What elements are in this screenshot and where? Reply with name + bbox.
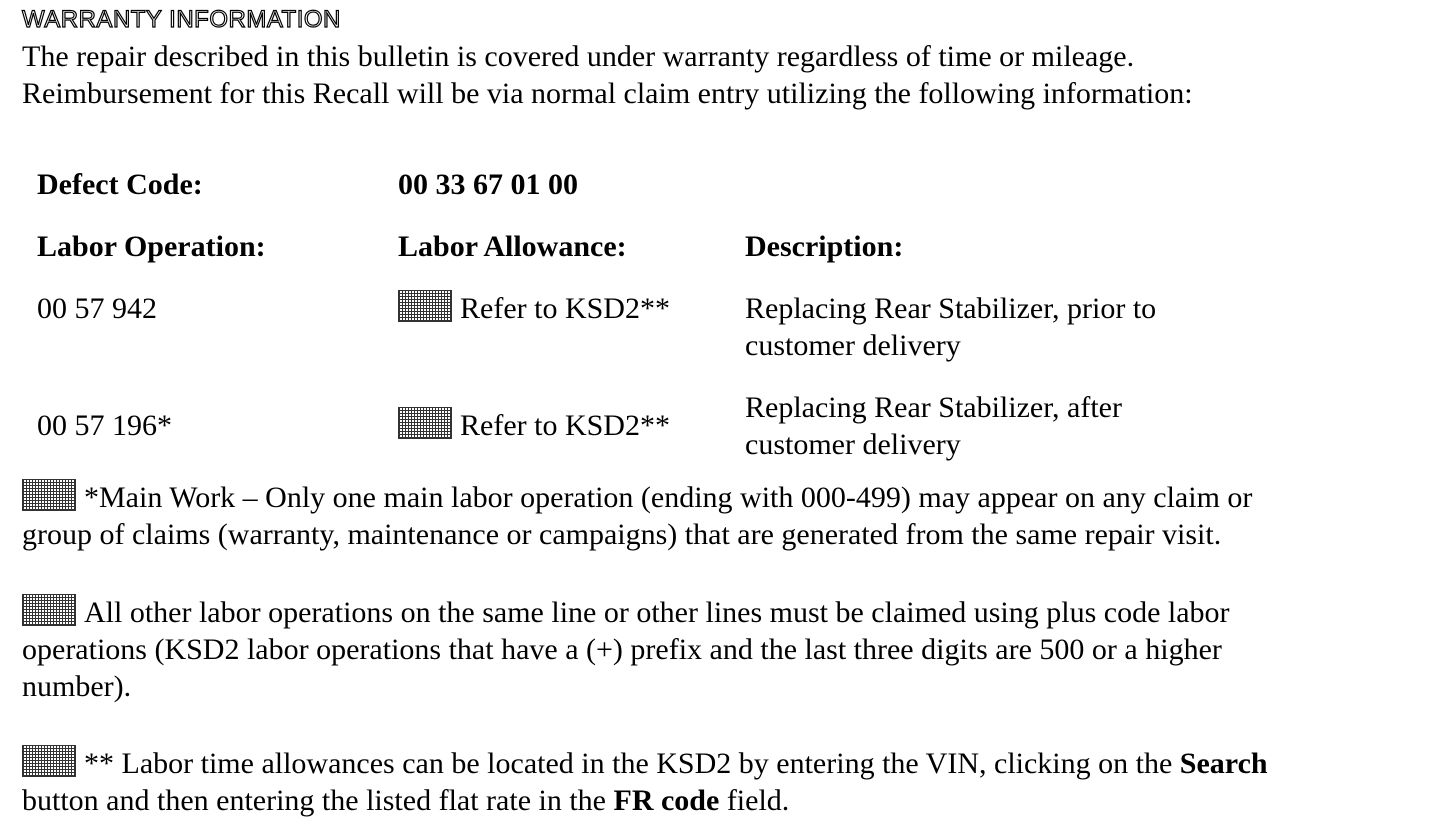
header-description: Description: xyxy=(745,230,904,263)
note-main-work-line-1: *Main Work – Only one main labor operation (ending with 000-499) may appear on any claim or xyxy=(22,479,1252,516)
row-2-description-line-2: customer delivery xyxy=(745,428,961,461)
row-1-allowance: Refer to KSD2** xyxy=(398,290,670,327)
intro-line-1: The repair described in this bulletin is covered under warranty regardless of time or mileage. xyxy=(22,40,1135,73)
fr-code-term: FR code xyxy=(613,784,720,817)
row-2-description-line-1: Replacing Rear Stabilizer, after xyxy=(745,391,1122,424)
note-other-ops-line-1: All other labor operations on the same line or other lines must be claimed using plus code labor xyxy=(22,594,1230,631)
section-heading: WARRANTY INFORMATION xyxy=(22,6,341,33)
header-labor-allowance: Labor Allowance: xyxy=(398,230,627,263)
defect-code-value: 00 33 67 01 00 xyxy=(398,168,578,201)
row-1-description-line-1: Replacing Rear Stabilizer, prior to xyxy=(745,292,1157,325)
revision-marker-icon xyxy=(22,479,76,511)
row-1-description-line-2: customer delivery xyxy=(745,329,961,362)
row-2-allowance: Refer to KSD2** xyxy=(398,407,670,444)
revision-marker-icon xyxy=(22,745,76,777)
revision-marker-icon xyxy=(398,290,452,322)
defect-code-label: Defect Code: xyxy=(37,168,203,201)
note-labor-time-line-2: button and then entering the listed flat rate in the FR code field. xyxy=(22,784,790,817)
note-other-ops-line-3: number). xyxy=(22,670,132,703)
note-other-ops-line-2: operations (KSD2 labor operations that have a (+) prefix and the last three digits are 500 or a higher xyxy=(22,633,1222,666)
note-labor-time-line-1: ** Labor time allowances can be located in the KSD2 by entering the VIN, clicking on the Search xyxy=(22,745,1268,782)
row-1-operation: 00 57 942 xyxy=(37,292,157,325)
revision-marker-icon xyxy=(22,594,76,626)
revision-marker-icon xyxy=(398,407,452,439)
search-button-term: Search xyxy=(1179,747,1268,780)
intro-line-2: Reimbursement for this Recall will be via normal claim entry utilizing the following information: xyxy=(22,77,1193,110)
note-main-work-line-2: group of claims (warranty, maintenance or campaigns) that are generated from the same repair visit. xyxy=(22,518,1222,551)
header-labor-operation: Labor Operation: xyxy=(37,230,266,263)
row-2-operation: 00 57 196* xyxy=(37,409,172,442)
